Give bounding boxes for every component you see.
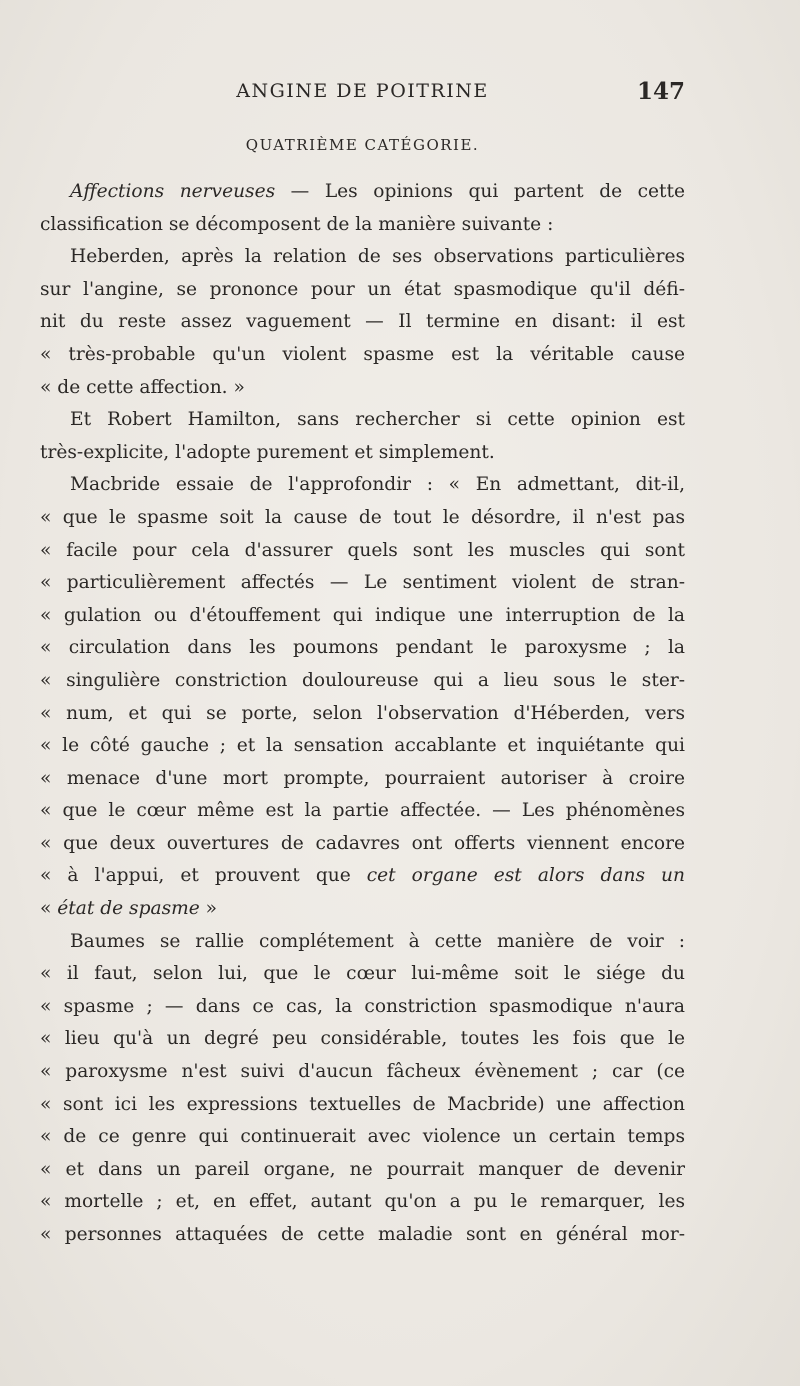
text-line (40, 763, 685, 796)
text-segment: « (40, 898, 58, 920)
text-line (40, 502, 685, 535)
text-line (40, 567, 685, 600)
italic-segment: état de spasme (57, 898, 200, 920)
text-segment: « sont ici les expressions textuelles de Macbride) une affection (40, 1093, 685, 1115)
text-line (40, 339, 685, 372)
text-line (40, 1219, 685, 1252)
text-line (40, 274, 685, 307)
text-line (40, 404, 685, 437)
text-line (40, 991, 685, 1024)
text-line (40, 632, 685, 665)
italic-segment: Affections nerveuses (70, 181, 276, 202)
text-segment: nit du reste assez vaguement — Il termine en disant: il est (40, 311, 685, 333)
text-segment: « très-probable qu'un violent spasme est la véritable cause (40, 343, 685, 365)
text-line (40, 926, 685, 959)
text-line (40, 1089, 685, 1122)
text-line (40, 469, 685, 502)
text-segment: « lieu qu'à un degré peu considérable, toutes les fois que le (40, 1028, 685, 1050)
body-text (40, 176, 685, 1252)
text-line (40, 730, 685, 763)
text-segment: Macbride essaie de l'approfondir : « En admettant, dit-il, (70, 474, 685, 496)
text-line (40, 958, 685, 991)
text-line (40, 1154, 685, 1187)
text-segment: « facile pour cela d'assurer quels sont les muscles qui sont (40, 539, 685, 561)
text-line (40, 665, 685, 698)
text-line (40, 372, 685, 405)
text-line (40, 1023, 685, 1056)
text-segment: « le côté gauche ; et la sensation accablante et inquiétante qui (40, 735, 685, 757)
text-line (40, 437, 685, 470)
text-segment: « à l'appui, et prouvent que (40, 865, 367, 887)
text-segment: « et dans un pareil organe, ne pourrait manquer de devenir (40, 1158, 685, 1180)
text-line (40, 1121, 685, 1154)
text-segment: « menace d'une mort prompte, pourraient autoriser à croire (40, 767, 685, 789)
text-line (40, 241, 685, 274)
text-segment: « que deux ouvertures de cadavres ont offerts viennent encore (40, 832, 685, 854)
text-segment: Heberden, après la relation de ses observations particulières (70, 246, 685, 268)
text-segment: « de ce genre qui continuerait avec violence un certain temps (40, 1126, 685, 1148)
text-segment: « num, et qui se porte, selon l'observation d'Héberden, vers (40, 702, 685, 724)
text-segment: « singulière constriction douloureuse qui a lieu sous le ster- (40, 669, 685, 691)
text-segment: « paroxysme n'est suivi d'aucun fâcheux évènement ; car (ce (40, 1061, 685, 1083)
text-line (40, 893, 685, 926)
text-segment: très-explicite, l'adopte purement et simplement. (40, 441, 495, 463)
text-segment: « circulation dans les poumons pendant le paroxysme ; la (40, 637, 685, 659)
text-segment: — Les opinions qui partent de cette (275, 181, 685, 202)
section-heading: QUATRIÈME CATÉGORIE. (245, 136, 480, 154)
text-segment: « que le spasme soit la cause de tout le désordre, il n'est pas (40, 506, 685, 528)
page-number: 147 (636, 78, 685, 105)
text-line (40, 795, 685, 828)
text-segment: « personnes attaquées de cette maladie sont en général mor- (40, 1224, 685, 1245)
italic-segment: cet organe est alors dans un (366, 865, 685, 887)
text-segment: « de cette affection. » (40, 376, 245, 398)
text-segment: « mortelle ; et, en effet, autant qu'on a pu le remarquer, les (40, 1191, 685, 1213)
text-line (40, 860, 685, 893)
text-segment: « spasme ; — dans ce cas, la constriction spasmodique n'aura (40, 995, 685, 1017)
text-line (40, 698, 685, 731)
text-line (40, 306, 685, 339)
text-line (40, 1186, 685, 1219)
running-head (40, 78, 685, 112)
text-line (40, 176, 685, 209)
text-segment: » (199, 898, 218, 920)
text-segment: Baumes se rallie complétement à cette manière de voir : (70, 930, 685, 952)
text-segment: « particulièrement affectés — Le sentiment violent de stran- (40, 572, 685, 594)
text-segment: « il faut, selon lui, que le cœur lui-même soit le siége du (40, 963, 685, 985)
text-segment: sur l'angine, se prononce pour un état spasmodique qu'il défi- (40, 278, 685, 300)
text-segment: classification se décomposent de la manière suivante : (40, 213, 554, 235)
running-title: ANGINE DE POITRINE (236, 80, 489, 102)
text-line (40, 600, 685, 633)
text-line (40, 535, 685, 568)
text-segment: « gulation ou d'étouffement qui indique une interruption de la (40, 604, 685, 626)
text-line (40, 209, 685, 242)
text-line (40, 828, 685, 861)
text-segment: Et Robert Hamilton, sans rechercher si cette opinion est (70, 409, 685, 431)
text-line (40, 1056, 685, 1089)
text-segment: « que le cœur même est la partie affectée. — Les phénomènes (40, 800, 685, 822)
